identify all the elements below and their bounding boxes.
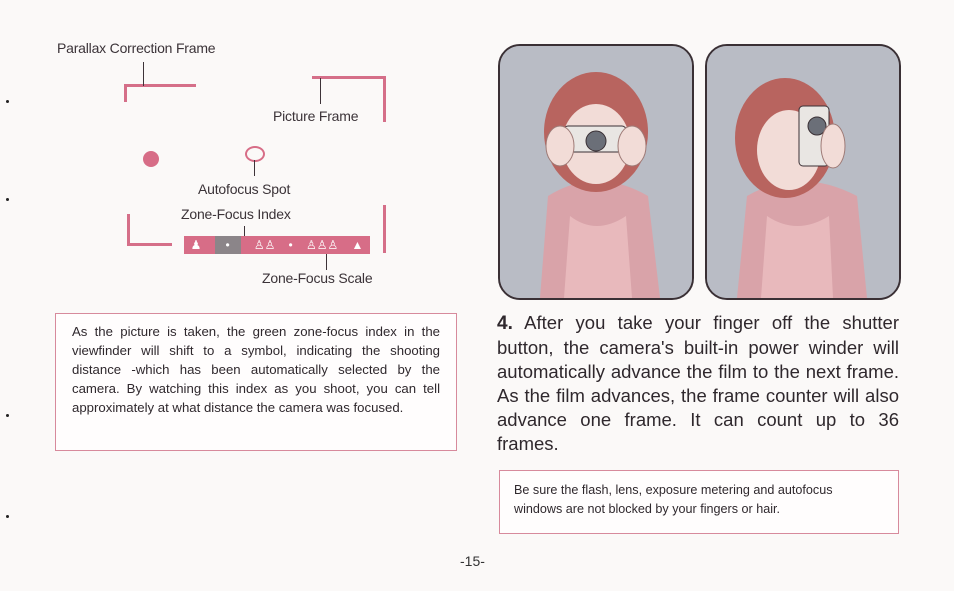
picture-frame-leader-line <box>320 78 321 104</box>
page-number: -15- <box>460 553 485 569</box>
caption-left-text: As the picture is taken, the green zone-focus index in the viewfinder will shift to a symbol, indicating the shooting distance -which has been automatically selected by the camera. By watching this index as you shoot, you can tell approximately at what distance the camera was focused. <box>72 324 440 415</box>
woman-with-camera-vertical-illustration <box>707 46 899 298</box>
person-icon: ♟ <box>190 238 202 252</box>
group-icon: ♙♙ <box>253 238 276 252</box>
dot-icon: • <box>215 236 241 254</box>
bottom-left-frame-base <box>127 243 172 246</box>
picture-frame-corner-side <box>383 76 386 122</box>
parallax-leader-line <box>143 62 144 86</box>
focus-indicator-dot <box>143 151 159 167</box>
mountain-icon: ▲ <box>351 238 364 252</box>
zone-focus-scale-bar <box>184 236 370 254</box>
autofocus-leader-line <box>254 160 255 176</box>
woman-with-camera-horizontal-illustration <box>500 46 692 298</box>
step-number: 4. <box>497 313 513 334</box>
edge-mark <box>6 515 9 518</box>
group-icon: ♙♙♙ <box>305 238 339 252</box>
edge-mark <box>6 100 9 103</box>
parallax-frame-corner-top <box>124 84 196 87</box>
picture-frame-corner-top <box>312 76 386 79</box>
bottom-left-frame-side <box>127 214 130 246</box>
step-4-paragraph <box>497 311 899 456</box>
parallax-frame-corner-side <box>124 84 127 102</box>
parallax-correction-label: Parallax Correction Frame <box>57 40 216 56</box>
picture-frame-label: Picture Frame <box>273 108 359 124</box>
autofocus-spot-label: Autofocus Spot <box>198 181 291 197</box>
step-text: After you take your finger off the shutter button, the camera's built-in power winder will automatically advance the film to the next frame. As the film advances, the frame counter will also advance one frame. It can count up to 36 frames. <box>497 312 899 454</box>
bottom-right-frame-side <box>383 205 386 253</box>
edge-mark <box>6 198 9 201</box>
autofocus-spot-circle <box>245 146 265 162</box>
note-text: Be sure the flash, lens, exposure metering and autofocus windows are not blocked by your fingers or hair. <box>514 483 833 516</box>
zone-focus-scale-label: Zone-Focus Scale <box>262 270 373 286</box>
zone-focus-index-label: Zone-Focus Index <box>181 206 291 222</box>
photo-vertical-grip <box>705 44 901 300</box>
photo-horizontal-grip <box>498 44 694 300</box>
zone-scale-leader-line <box>326 254 327 270</box>
edge-mark <box>6 414 9 417</box>
dot-icon: • <box>288 238 293 252</box>
